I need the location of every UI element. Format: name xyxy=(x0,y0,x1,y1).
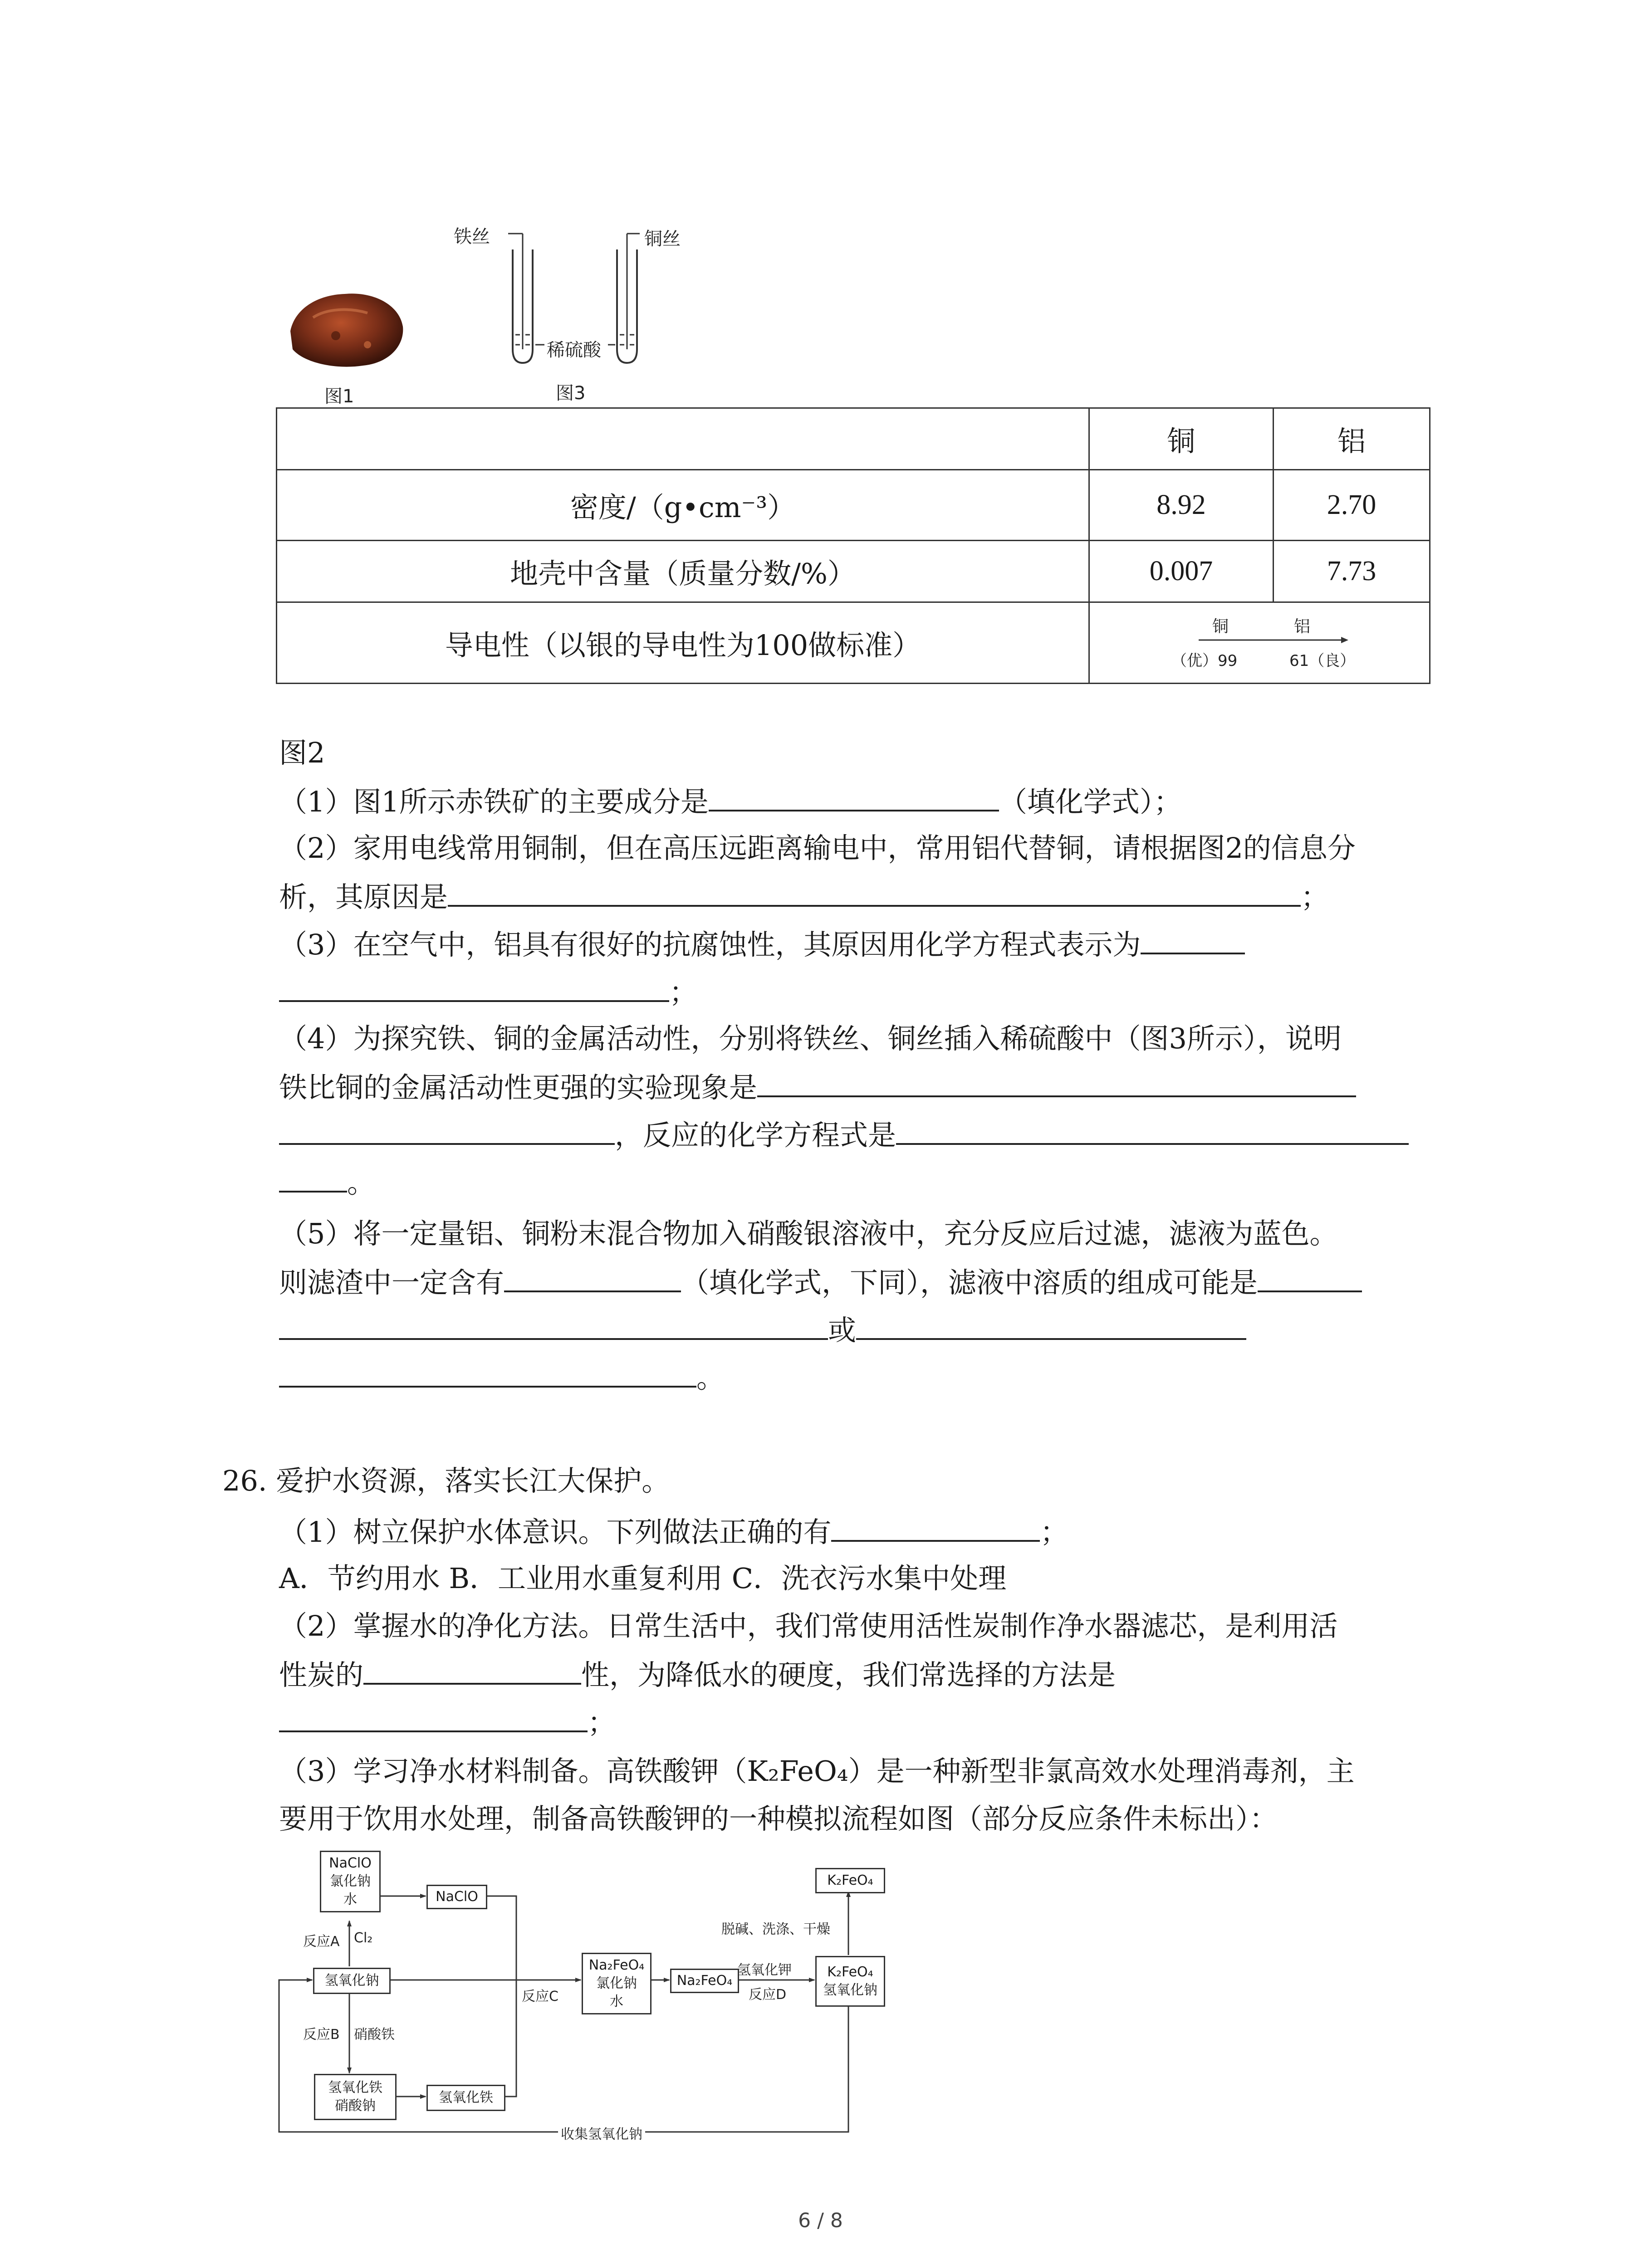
q25-part2-line1: （2）家用电线常用铜制，但在高压远距离输电中，常用铝代替铜，请根据图2的信息分 xyxy=(279,831,1356,865)
flow-label-fe-nitrate: 硝酸铁 xyxy=(354,2027,395,2043)
q25-part4-line4: 。 xyxy=(279,1163,375,1201)
flow-label-react-d: 反应D xyxy=(749,1987,787,2003)
scale-copper: 铜 xyxy=(1212,617,1229,636)
q25-part1: （1）图1所示赤铁矿的主要成分是 （填化学式）； xyxy=(279,782,1182,820)
q25-part5-line3: 或 xyxy=(279,1311,1246,1349)
fig3-iron-wire-label: 铁丝 xyxy=(454,226,490,247)
abundance-copper: 0.007 xyxy=(1089,541,1274,602)
q25-part3-line2: ； xyxy=(279,973,697,1011)
q26-part2-line2: 性炭的 性，为降低水的硬度，我们常选择的方法是 xyxy=(279,1656,1116,1693)
density-aluminum: 2.70 xyxy=(1274,470,1430,541)
page-number: 6 / 8 xyxy=(798,2209,843,2232)
fig2-caption: 图2 xyxy=(279,736,325,769)
flow-box-naoh: 氢氧化钠 xyxy=(313,1968,391,1994)
q25-part5-line1: （5）将一定量铝、铜粉末混合物加入硝酸银溶液中，充分反应后过滤，滤液为蓝色。 xyxy=(279,1217,1338,1250)
q25-part2-line2: 析，其原因是 ； xyxy=(279,878,1329,915)
scale-left: （优）99 xyxy=(1171,652,1238,670)
q26-part2-line1: （2）掌握水的净化方法。日常生活中，我们常使用活性炭制作净水器滤芯，是利用活 xyxy=(279,1609,1338,1642)
q26-part2-line3: ； xyxy=(279,1703,616,1741)
flow-box-na2feo4: Na₂FeO₄ xyxy=(670,1969,739,1993)
flow-box-k2feo4: K₂FeO₄ xyxy=(815,1868,885,1893)
q25-part4-line1: （4）为探究铁、铜的金属活动性，分别将铁丝、铜丝插入稀硫酸中（图3所示），说明 xyxy=(279,1022,1342,1055)
flow-box-na2feo4-mix: Na₂FeO₄ 氯化钠 水 xyxy=(582,1953,652,2014)
flow-label-react-b: 反应B xyxy=(303,2027,340,2043)
flow-box-naclo-mix: NaClO 氯化钠 水 xyxy=(320,1851,381,1912)
flow-label-react-c: 反应C xyxy=(522,1989,558,2004)
q25-part5-line2: 则滤渣中一定含有 （填化学式，下同），滤液中溶质的组成可能是 xyxy=(279,1263,1362,1301)
flow-label-cl2: Cl₂ xyxy=(354,1930,373,1946)
q25-part3-line1: （3）在空气中，铝具有很好的抗腐蚀性，其原因用化学方程式表示为 xyxy=(279,925,1245,963)
q25-part4-line2: 铁比铜的金属活动性更强的实验现象是 xyxy=(279,1068,1356,1106)
fig1-caption: 图1 xyxy=(324,386,354,407)
flow-box-feoh-nano3: 氢氧化铁 硝酸钠 xyxy=(314,2074,397,2120)
q26-part1: （1）树立保护水体意识。下列做法正确的有 ； xyxy=(279,1513,1068,1550)
scale-right: 61（良） xyxy=(1289,652,1356,670)
fig3-caption: 图3 xyxy=(556,383,586,404)
q26-part3-line1: （3）学习净水材料制备。高铁酸钾（K₂FeO₄）是一种新型非氯高效水处理消毒剂，主 xyxy=(279,1755,1355,1788)
q26-options: A．节约用水 B．工业用水重复利用 C．洗衣污水集中处理 xyxy=(279,1562,1007,1595)
q26-title: 26. 爱护水资源，落实长江大保护。 xyxy=(222,1464,670,1497)
abundance-aluminum: 7.73 xyxy=(1274,541,1430,602)
table-header-aluminum: 铝 xyxy=(1274,408,1430,470)
density-copper: 8.92 xyxy=(1089,470,1274,541)
density-label: 密度/（g•cm⁻³） xyxy=(277,470,1089,541)
flow-label-react-a: 反应A xyxy=(303,1934,340,1950)
abundance-label: 地壳中含量（质量分数/%） xyxy=(277,541,1089,602)
flow-box-feoh: 氢氧化铁 xyxy=(426,2085,505,2111)
scale-aluminum: 铝 xyxy=(1294,617,1311,636)
flow-box-k2feo4-mix: K₂FeO₄ 氢氧化钠 xyxy=(815,1956,885,2007)
q25-part4-line3: ，反应的化学方程式是 xyxy=(279,1116,1409,1154)
q25-part5-line4: 。 xyxy=(279,1359,725,1396)
table-header-copper: 铜 xyxy=(1089,408,1274,470)
fig3-acid-label: 稀硫酸 xyxy=(547,340,601,361)
flow-label-dry: 脱碱、洗涤、干燥 xyxy=(721,1921,830,1937)
flow-label-koh: 氢氧化钾 xyxy=(737,1962,792,1978)
flow-label-collect-naoh: 收集氢氧化钠 xyxy=(558,2123,645,2143)
flow-box-naclo: NaClO xyxy=(426,1885,487,1909)
q26-part3-line2: 要用于饮用水处理，制备高铁酸钾的一种模拟流程如图（部分反应条件未标出）： xyxy=(279,1802,1278,1835)
fig3-copper-wire-label: 铜丝 xyxy=(644,229,681,249)
conductivity-label: 导电性（以银的导电性为100做标准） xyxy=(277,602,1089,684)
